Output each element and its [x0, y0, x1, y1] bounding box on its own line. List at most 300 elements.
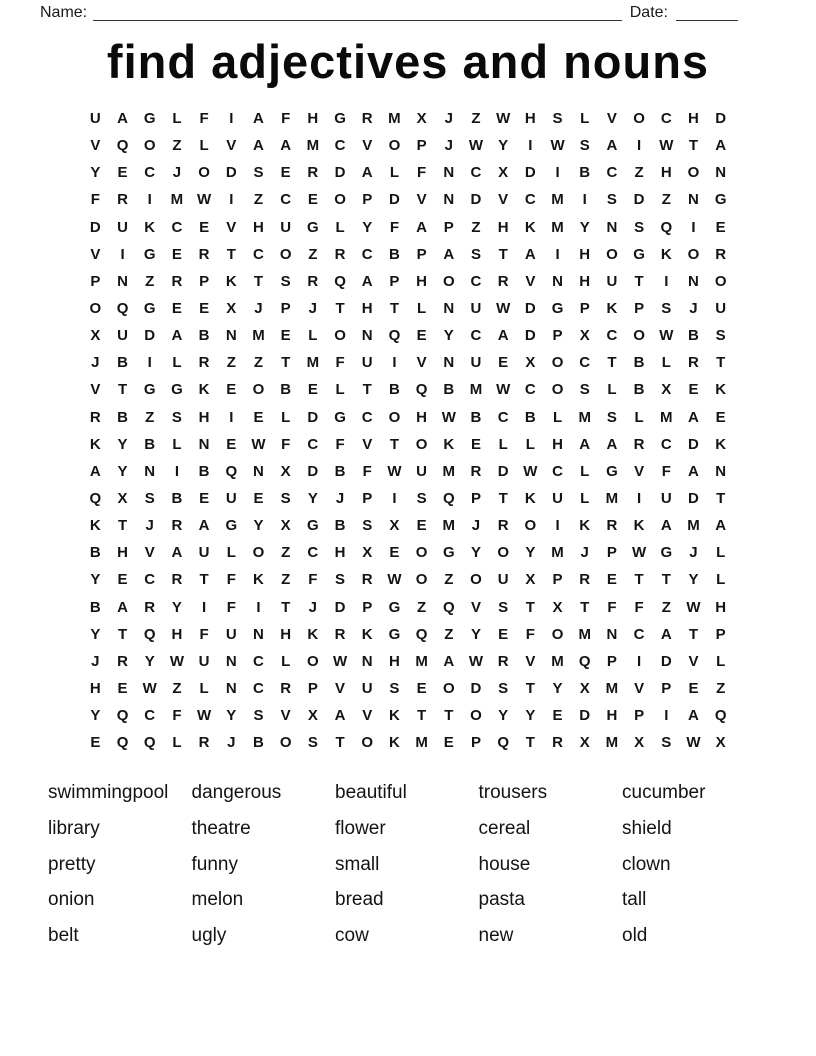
- grid-letter-r3c15: C: [470, 164, 482, 182]
- grid-letter-r2c17: I: [528, 137, 533, 155]
- grid-letter-r3c19: B: [579, 164, 591, 182]
- grid-letter-r17c8: Z: [281, 544, 291, 562]
- grid-letter-r23c19: D: [579, 707, 591, 725]
- grid-letter-r6c12: B: [388, 245, 400, 263]
- grid-letter-r23c21: P: [634, 707, 645, 725]
- grid-letter-r1c10: G: [334, 110, 346, 128]
- grid-letter-r17c4: A: [171, 544, 183, 562]
- word-item-funny: funny: [191, 853, 238, 875]
- grid-letter-r12c15: B: [470, 408, 482, 426]
- grid-letter-r1c20: V: [606, 110, 617, 128]
- grid-letter-r5c23: I: [691, 218, 696, 236]
- grid-letter-r17c19: J: [580, 544, 589, 562]
- grid-letter-r12c18: L: [552, 408, 563, 426]
- grid-letter-r19c23: W: [686, 598, 701, 616]
- grid-letter-r15c4: B: [171, 490, 183, 508]
- grid-letter-r23c16: Y: [498, 707, 509, 725]
- grid-letter-r23c14: T: [444, 707, 454, 725]
- grid-letter-r6c6: T: [226, 245, 236, 263]
- grid-letter-r16c5: A: [198, 517, 210, 535]
- grid-letter-r16c13: E: [416, 517, 427, 535]
- grid-letter-r7c18: N: [552, 272, 563, 290]
- grid-letter-r8c19: P: [579, 300, 590, 318]
- grid-letter-r2c3: O: [143, 137, 156, 155]
- grid-letter-r2c15: W: [468, 137, 484, 155]
- grid-letter-r21c9: O: [307, 652, 319, 670]
- grid-letter-r15c2: X: [117, 490, 128, 508]
- grid-letter-r8c15: U: [470, 300, 482, 318]
- grid-letter-r6c5: R: [198, 245, 210, 263]
- grid-letter-r16c23: M: [687, 517, 700, 535]
- grid-letter-r20c20: N: [606, 625, 618, 643]
- grid-letter-r10c14: N: [443, 354, 455, 372]
- grid-letter-r19c15: V: [470, 598, 481, 616]
- grid-letter-r12c10: G: [334, 408, 346, 426]
- grid-letter-r16c4: R: [171, 517, 183, 535]
- grid-letter-r22c20: M: [605, 680, 619, 698]
- grid-letter-r10c7: Z: [253, 354, 264, 372]
- grid-letter-r21c6: N: [225, 652, 237, 670]
- grid-letter-r13c23: D: [688, 435, 699, 453]
- grid-letter-r16c11: S: [362, 517, 373, 535]
- grid-letter-r22c8: R: [280, 680, 292, 698]
- grid-letter-r8c4: E: [171, 300, 182, 318]
- grid-letter-r21c23: V: [688, 652, 699, 670]
- grid-letter-r14c9: D: [307, 462, 319, 480]
- grid-letter-r2c8: A: [280, 137, 292, 155]
- grid-letter-r16c12: X: [389, 517, 400, 535]
- grid-letter-r12c6: I: [229, 408, 234, 426]
- grid-letter-r17c24: L: [716, 544, 726, 562]
- grid-letter-r20c15: Y: [470, 625, 481, 643]
- grid-letter-r19c19: T: [580, 598, 590, 616]
- grid-letter-r23c4: F: [172, 707, 182, 725]
- grid-letter-r23c10: A: [334, 707, 346, 725]
- grid-letter-r16c21: K: [633, 517, 645, 535]
- grid-letter-r3c20: C: [606, 164, 618, 182]
- grid-letter-r6c7: C: [253, 245, 264, 263]
- grid-letter-r9c19: X: [579, 327, 590, 345]
- grid-letter-r14c17: W: [523, 462, 538, 480]
- grid-letter-r13c6: E: [226, 435, 237, 453]
- grid-letter-r4c4: M: [170, 191, 184, 209]
- grid-letter-r11c13: Q: [415, 381, 428, 399]
- grid-letter-r1c8: F: [281, 110, 291, 128]
- grid-letter-r22c16: S: [498, 680, 509, 698]
- grid-letter-r15c19: L: [580, 490, 590, 508]
- grid-letter-r9c6: N: [225, 327, 237, 345]
- grid-letter-r18c8: Z: [281, 571, 291, 589]
- grid-letter-r22c7: C: [253, 680, 264, 698]
- grid-letter-r23c17: Y: [525, 707, 536, 725]
- grid-letter-r14c3: N: [144, 462, 156, 480]
- grid-letter-r17c18: M: [551, 544, 564, 562]
- grid-letter-r19c10: D: [334, 598, 346, 616]
- grid-letter-r20c14: Z: [444, 625, 454, 643]
- grid-letter-r11c12: B: [388, 381, 400, 399]
- grid-letter-r2c23: T: [688, 137, 699, 155]
- grid-letter-r11c15: M: [469, 381, 483, 399]
- grid-letter-r17c12: E: [389, 544, 400, 562]
- grid-letter-r22c21: V: [634, 680, 645, 698]
- grid-letter-r14c18: C: [552, 462, 563, 480]
- word-item-onion: onion: [48, 889, 95, 911]
- grid-letter-r5c17: K: [524, 218, 536, 236]
- grid-letter-r10c6: Z: [226, 354, 236, 372]
- grid-letter-r23c22: I: [664, 707, 669, 725]
- grid-letter-r11c20: L: [607, 381, 617, 399]
- grid-letter-r7c20: U: [606, 272, 618, 290]
- grid-letter-r13c11: V: [362, 435, 373, 453]
- grid-letter-r7c10: Q: [334, 272, 346, 290]
- grid-letter-r11c19: S: [579, 381, 590, 399]
- grid-letter-r13c1: K: [89, 435, 101, 453]
- grid-letter-r7c24: O: [714, 272, 727, 290]
- grid-letter-r14c8: X: [280, 462, 291, 480]
- grid-letter-r4c13: V: [416, 191, 427, 209]
- grid-letter-r20c5: F: [199, 625, 209, 643]
- grid-letter-r12c12: O: [388, 408, 401, 426]
- grid-letter-r19c21: F: [634, 598, 644, 616]
- grid-letter-r7c1: P: [90, 272, 101, 290]
- grid-letter-r23c2: Q: [116, 707, 129, 725]
- grid-letter-r2c24: A: [715, 137, 727, 155]
- word-item-dangerous: dangerous: [191, 782, 282, 804]
- grid-letter-r24c11: O: [361, 734, 374, 752]
- grid-letter-r20c16: E: [498, 625, 509, 643]
- grid-letter-r24c9: S: [307, 734, 318, 752]
- grid-letter-r4c17: C: [524, 191, 536, 209]
- grid-letter-r3c21: Z: [634, 164, 644, 182]
- date-label: Date:: [629, 4, 668, 21]
- grid-letter-r18c24: L: [716, 571, 726, 589]
- grid-letter-r8c6: X: [226, 300, 237, 318]
- grid-letter-r11c7: O: [252, 381, 265, 399]
- grid-letter-r16c1: K: [89, 517, 101, 535]
- grid-letter-r10c15: U: [470, 354, 482, 372]
- grid-letter-r15c24: T: [716, 490, 726, 508]
- grid-letter-r3c24: N: [715, 164, 727, 182]
- grid-letter-r1c2: A: [117, 110, 128, 128]
- grid-letter-r9c4: A: [171, 327, 183, 345]
- grid-letter-r18c4: R: [171, 571, 183, 589]
- grid-letter-r14c7: N: [253, 462, 264, 480]
- grid-letter-r1c16: W: [496, 110, 511, 128]
- grid-letter-r2c7: A: [253, 137, 264, 155]
- grid-letter-r22c17: T: [525, 680, 535, 698]
- grid-letter-r4c14: N: [443, 191, 455, 209]
- grid-letter-r6c18: I: [555, 245, 560, 263]
- grid-letter-r22c24: Z: [716, 680, 726, 698]
- grid-letter-r9c12: Q: [388, 327, 401, 345]
- grid-letter-r2c6: V: [226, 137, 237, 155]
- grid-letter-r7c19: H: [579, 272, 591, 290]
- word-item-flower: flower: [335, 818, 386, 840]
- grid-letter-r16c8: X: [280, 517, 291, 535]
- grid-letter-r2c10: C: [334, 137, 346, 155]
- word-list-column-2: [192, 778, 336, 956]
- grid-letter-r15c6: U: [225, 490, 237, 508]
- grid-letter-r15c12: I: [392, 490, 397, 508]
- grid-letter-r17c23: J: [689, 544, 698, 562]
- grid-letter-r14c14: M: [442, 462, 456, 480]
- grid-letter-r5c21: S: [634, 218, 645, 236]
- grid-letter-r1c3: G: [143, 110, 156, 128]
- grid-letter-r24c8: O: [279, 734, 292, 752]
- grid-letter-r1c11: R: [361, 110, 373, 128]
- grid-letter-r8c20: K: [606, 300, 618, 318]
- grid-letter-r11c9: E: [307, 381, 318, 399]
- grid-letter-r23c20: H: [606, 707, 618, 725]
- grid-letter-r5c7: H: [253, 218, 264, 236]
- grid-letter-r1c15: Z: [471, 110, 481, 128]
- date-fill-line: [676, 5, 738, 21]
- grid-letter-r6c10: R: [334, 245, 346, 263]
- grid-letter-r9c14: Y: [443, 327, 454, 345]
- grid-letter-r18c2: E: [117, 571, 128, 589]
- grid-letter-r15c10: J: [335, 490, 345, 508]
- grid-letter-r4c8: C: [280, 191, 292, 209]
- grid-letter-r22c11: U: [361, 680, 373, 698]
- grid-letter-r10c20: T: [607, 354, 617, 372]
- grid-letter-r3c16: X: [498, 164, 509, 182]
- grid-letter-r3c1: Y: [90, 164, 101, 182]
- grid-letter-r3c10: D: [334, 164, 346, 182]
- name-label: Name:: [40, 4, 88, 21]
- grid-letter-r9c13: E: [416, 327, 427, 345]
- grid-letter-r14c10: B: [334, 462, 346, 480]
- grid-letter-r21c2: R: [117, 652, 128, 670]
- grid-letter-r9c2: U: [117, 327, 128, 345]
- grid-letter-r7c22: I: [664, 272, 669, 290]
- grid-letter-r21c8: L: [281, 652, 291, 670]
- grid-letter-r24c15: P: [470, 734, 481, 752]
- page-title: find adjectives and nouns: [106, 35, 710, 88]
- grid-letter-r1c6: I: [229, 110, 234, 128]
- grid-letter-r18c17: X: [525, 571, 536, 589]
- grid-letter-r5c1: D: [89, 218, 101, 236]
- grid-letter-r23c18: E: [552, 707, 563, 725]
- grid-letter-r17c13: O: [415, 544, 428, 562]
- grid-letter-r9c3: D: [144, 327, 156, 345]
- grid-letter-r2c12: O: [388, 137, 401, 155]
- grid-letter-r10c12: I: [392, 354, 397, 372]
- grid-letter-r20c12: G: [388, 625, 401, 643]
- grid-letter-r2c20: A: [606, 137, 618, 155]
- grid-letter-r18c13: O: [415, 571, 428, 589]
- grid-letter-r13c9: C: [307, 435, 319, 453]
- grid-letter-r14c23: A: [688, 462, 699, 480]
- grid-letter-r21c18: M: [551, 652, 564, 670]
- grid-letter-r5c3: K: [144, 218, 156, 236]
- grid-letter-r22c1: H: [89, 680, 101, 698]
- grid-letter-r12c5: H: [198, 408, 210, 426]
- grid-letter-r19c12: G: [388, 598, 401, 616]
- grid-letter-r17c6: L: [226, 544, 236, 562]
- grid-letter-r4c7: Z: [253, 191, 264, 209]
- grid-letter-r12c14: W: [441, 408, 456, 426]
- grid-letter-r19c18: X: [552, 598, 563, 616]
- grid-letter-r3c7: S: [253, 164, 264, 182]
- grid-letter-r20c17: F: [525, 625, 535, 643]
- grid-letter-r19c8: T: [281, 598, 291, 616]
- grid-letter-r2c1: V: [90, 137, 101, 155]
- word-item-theatre: theatre: [191, 818, 251, 840]
- grid-letter-r24c20: M: [605, 734, 619, 752]
- grid-letter-r2c9: M: [306, 137, 320, 155]
- grid-letter-r3c4: J: [172, 164, 182, 182]
- grid-letter-r12c16: C: [497, 408, 509, 426]
- grid-letter-r5c11: Y: [362, 218, 373, 236]
- grid-letter-r11c3: G: [143, 381, 156, 399]
- grid-letter-r18c21: T: [634, 571, 644, 589]
- grid-letter-r7c8: S: [280, 272, 291, 290]
- grid-letter-r9c9: L: [308, 327, 318, 345]
- word-item-clown: clown: [622, 853, 671, 875]
- grid-letter-r13c10: F: [335, 435, 345, 453]
- grid-letter-r4c5: W: [197, 191, 212, 209]
- grid-letter-r5c4: C: [171, 218, 183, 236]
- grid-letter-r15c23: D: [688, 490, 699, 508]
- grid-letter-r15c3: S: [144, 490, 155, 508]
- grid-letter-r4c6: I: [229, 191, 234, 209]
- grid-letter-r12c9: D: [307, 408, 319, 426]
- word-list-column-5: [622, 778, 766, 956]
- grid-letter-r15c15: P: [470, 490, 481, 508]
- grid-letter-r8c21: P: [634, 300, 645, 318]
- grid-letter-r14c20: G: [606, 462, 618, 480]
- grid-letter-r9c15: C: [470, 327, 482, 345]
- grid-letter-r13c12: T: [389, 435, 399, 453]
- grid-letter-r20c6: U: [225, 625, 237, 643]
- grid-letter-r4c22: Z: [661, 191, 671, 209]
- grid-letter-r4c23: N: [688, 191, 699, 209]
- grid-letter-r24c22: S: [661, 734, 672, 752]
- grid-letter-r10c10: F: [335, 354, 345, 372]
- grid-letter-r18c11: R: [361, 571, 373, 589]
- grid-letter-r9c22: W: [659, 327, 674, 345]
- grid-letter-r7c16: R: [497, 272, 509, 290]
- grid-letter-r10c22: L: [661, 354, 671, 372]
- grid-letter-r18c15: O: [470, 571, 482, 589]
- grid-letter-r6c13: P: [416, 245, 427, 263]
- grid-letter-r20c3: Q: [143, 625, 156, 643]
- grid-letter-r23c1: Y: [90, 707, 101, 725]
- grid-letter-r5c10: L: [335, 218, 345, 236]
- grid-letter-r24c4: L: [172, 734, 182, 752]
- grid-letter-r11c21: B: [633, 381, 645, 399]
- grid-letter-r9c17: D: [524, 327, 536, 345]
- word-item-pasta: pasta: [478, 889, 525, 911]
- grid-letter-r6c14: A: [443, 245, 455, 263]
- grid-letter-r17c5: U: [198, 544, 210, 562]
- grid-letter-r15c5: E: [199, 490, 210, 508]
- grid-letter-r11c8: B: [280, 381, 292, 399]
- grid-letter-r13c7: W: [251, 435, 266, 453]
- grid-letter-r5c12: F: [389, 218, 399, 236]
- word-list: [48, 778, 816, 956]
- grid-letter-r24c14: E: [443, 734, 454, 752]
- grid-letter-r24c18: R: [552, 734, 563, 752]
- grid-letter-r12c11: C: [361, 408, 373, 426]
- grid-letter-r24c23: W: [686, 734, 701, 752]
- grid-letter-r21c4: W: [169, 652, 184, 670]
- grid-letter-r7c3: Z: [145, 272, 155, 290]
- grid-letter-r8c3: G: [143, 300, 156, 318]
- grid-letter-r6c24: R: [715, 245, 727, 263]
- grid-letter-r17c20: P: [606, 544, 617, 562]
- grid-letter-r9c21: O: [633, 327, 645, 345]
- grid-letter-r12c1: R: [89, 408, 101, 426]
- grid-letter-r9c20: C: [606, 327, 618, 345]
- grid-letter-r18c16: U: [497, 571, 509, 589]
- grid-letter-r12c13: H: [416, 408, 428, 426]
- grid-letter-r19c1: B: [89, 598, 101, 616]
- grid-letter-r18c1: Y: [90, 571, 101, 589]
- grid-letter-r9c16: A: [497, 327, 509, 345]
- grid-letter-r20c9: K: [307, 625, 319, 643]
- grid-letter-r1c12: M: [388, 110, 401, 128]
- grid-letter-r12c19: M: [578, 408, 591, 426]
- grid-letter-r24c19: X: [579, 734, 590, 752]
- word-item-belt: belt: [48, 925, 79, 947]
- grid-letter-r12c21: L: [634, 408, 644, 426]
- word-list-column-4: [479, 778, 623, 956]
- grid-letter-r13c24: K: [715, 435, 727, 453]
- grid-letter-r14c22: F: [661, 462, 671, 480]
- grid-letter-r5c24: E: [715, 218, 726, 236]
- grid-letter-r11c18: O: [551, 381, 564, 399]
- grid-letter-r2c4: Z: [172, 137, 182, 155]
- grid-letter-r10c17: X: [525, 354, 536, 372]
- grid-letter-r16c9: G: [307, 517, 319, 535]
- grid-letter-r13c17: L: [525, 435, 535, 453]
- grid-letter-r21c22: D: [660, 652, 672, 670]
- word-item-cereal: cereal: [478, 818, 531, 840]
- grid-letter-r7c14: O: [442, 272, 455, 290]
- grid-letter-r22c18: Y: [552, 680, 563, 698]
- grid-letter-r19c2: A: [117, 598, 128, 616]
- grid-letter-r5c22: Q: [660, 218, 673, 236]
- grid-letter-r24c6: J: [227, 734, 236, 752]
- grid-letter-r23c9: X: [307, 707, 318, 725]
- grid-letter-r23c24: Q: [714, 707, 727, 725]
- grid-letter-r3c6: D: [225, 164, 237, 182]
- grid-letter-r15c22: U: [660, 490, 672, 508]
- grid-letter-r6c15: S: [470, 245, 481, 263]
- grid-letter-r19c11: P: [362, 598, 373, 616]
- grid-letter-r3c13: F: [417, 164, 427, 182]
- grid-letter-r13c18: H: [552, 435, 563, 453]
- grid-letter-r10c2: B: [117, 354, 128, 372]
- grid-letter-r15c9: Y: [307, 490, 318, 508]
- grid-letter-r1c13: X: [416, 110, 427, 128]
- grid-letter-r14c2: Y: [117, 462, 128, 480]
- grid-letter-r22c14: O: [442, 680, 455, 698]
- word-item-beautiful: beautiful: [335, 782, 407, 804]
- grid-letter-r21c24: L: [716, 652, 726, 670]
- grid-letter-r1c5: F: [199, 110, 209, 128]
- grid-letter-r8c8: P: [280, 300, 291, 318]
- grid-letter-r12c17: B: [524, 408, 536, 426]
- grid-letter-r2c18: W: [550, 137, 565, 155]
- grid-letter-r17c16: O: [497, 544, 509, 562]
- grid-letter-r10c24: T: [716, 354, 726, 372]
- grid-letter-r2c22: W: [659, 137, 674, 155]
- grid-letter-r3c3: C: [144, 164, 156, 182]
- grid-letter-r24c3: Q: [143, 734, 156, 752]
- grid-letter-r22c9: P: [307, 680, 318, 698]
